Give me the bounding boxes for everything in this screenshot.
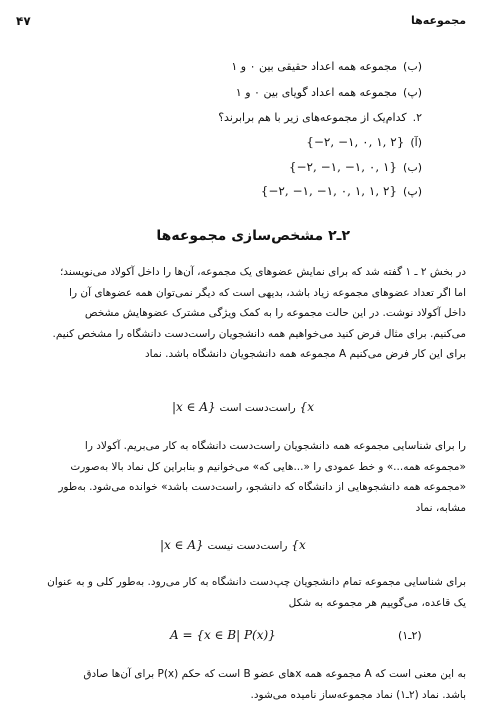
text-line: می‌کنیم. برای مثال فرض کنید می‌خواهیم همه دانشجویان راست‌دست دانشگاه را مشخص کنیم. (52, 327, 466, 340)
list-item (236, 86, 422, 99)
formula-open: {x ∈ A| (172, 400, 216, 414)
formula-open: {x ∈ A| (160, 538, 204, 552)
text-line: باشد. نماد (۲ـ۱) نماد مجموعه‌ساز نامیده می‌شود. (250, 688, 466, 701)
formula-close: x} (299, 400, 314, 414)
option-label: (آ) (410, 136, 422, 149)
list-label: (پ) (403, 86, 422, 99)
text-line: یک قاعده، می‌گوییم هر مجموعه به شکل (288, 596, 466, 609)
option-item (261, 184, 422, 198)
section-title: ۲ـ۲ مشخص‌سازی مجموعه‌ها (156, 228, 350, 244)
list-text: مجموعه همه اعداد حقیقی بین ۰ و ۱ (231, 60, 398, 73)
text-line: «مجموعه همه...» و خط عمودی را «...هایی که» می‌خوانیم و بنابراین کل نماد بالا به‌صورت (70, 460, 466, 473)
option-item (306, 135, 422, 149)
set-builder-equation: A = {x ∈ B| P(x)} (170, 628, 276, 642)
text-line: داخل آکولاد نوشت. در این حالت مجموعه را به کمک ویژگی مشترک عضوهایش مشخص (84, 307, 466, 320)
option-set: {−۲, −۱, ۰, ۱, ۲} (306, 135, 405, 149)
text-line: را برای شناسایی مجموعه همه دانشجویان راست‌دست دانشگاه به کار می‌بریم. آکولاد را (84, 440, 466, 452)
list-label: (ب) (403, 60, 422, 73)
text-line: «مجموعه همه دانشجوهایی از دانشگاه که دانشجو، راست‌دست باشد» خوانده می‌شود. به‌طور (58, 481, 466, 494)
paragraph (18, 664, 466, 705)
option-label: (پ) (403, 185, 422, 198)
running-title: مجموعه‌ها (411, 14, 466, 27)
option-set: {−۲, −۱, −۱, ۰, ۱} (288, 160, 398, 174)
text-line: اما اگر تعداد عضوهای مجموعه زیاد باشد، بدیهی است که دیگر نمی‌توان همه عضوهای آن را (69, 286, 466, 299)
formula-text: راست‌دست نیست (207, 540, 288, 552)
list-item (231, 60, 422, 73)
text-line: به این معنی است که A مجموعه همه xهای عضو B است که حکم P(x) برای آن‌ها صادق (83, 668, 466, 680)
text-line: برای شناسایی مجموعه تمام دانشجویان چپ‌دست دانشگاه به کار می‌رود. به‌طور کلی و به عنوان (47, 576, 466, 588)
question-text: کدام‌یک از مجموعه‌های زیر با هم برابرند؟ (218, 111, 407, 124)
text-line: مشابه، نماد (415, 501, 466, 514)
option-set: {−۲, −۱, −۱, ۰, ۱, ۱, ۲} (260, 184, 398, 198)
option-item (289, 160, 422, 174)
formula-close: x} (291, 538, 306, 552)
page-number: ۴۷ (16, 14, 31, 28)
paragraph (18, 572, 466, 613)
question-number: ۲. (412, 111, 422, 124)
exercise-question (218, 111, 422, 124)
set-builder-formula (172, 400, 314, 414)
page-header (16, 14, 466, 32)
list-text: مجموعه همه اعداد گویای بین ۰ و ۱ (235, 86, 398, 99)
text-line: در بخش ۲ ـ ۱ گفته شد که برای نمایش عضوهای یک مجموعه، آن‌ها را داخل آکولاد می‌نویسند؛ (59, 266, 466, 278)
option-label: (ب) (403, 161, 422, 174)
paragraph (18, 436, 466, 518)
set-builder-formula (160, 538, 306, 552)
formula-text: راست‌دست است (219, 402, 296, 414)
paragraph (18, 262, 466, 365)
text-line: برای این کار فرض می‌کنیم A مجموعه همه دانشجویان دانشگاه باشد. نماد (144, 348, 466, 361)
equation-number: (۲ـ۱) (398, 629, 422, 642)
